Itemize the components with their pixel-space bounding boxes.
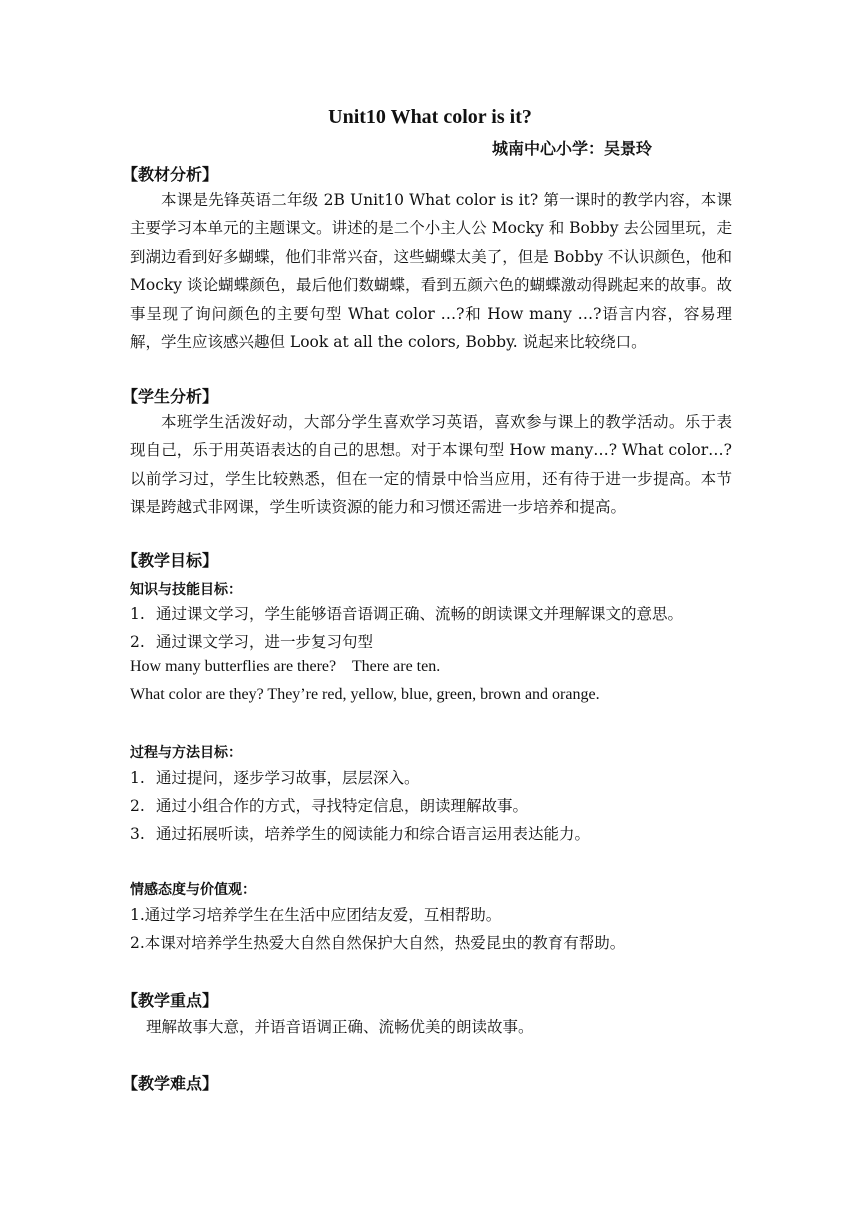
student-analysis-paragraph: 本班学生活泼好动，大部分学生喜欢学习英语，喜欢参与课上的教学活动。乐于表现自己，乐于用英语表达的自己的思想。对于本课句型 How many…? What color…? 以前学习过，学生比较熟悉，但在一定的情景中恰当应用，还有待于进一步提高。本节课是跨越式非网课，学生听读资源的能力和习惯还需进一步培养和提高。 xyxy=(130,413,732,517)
author-line: 城南中心小学：吴景玲 xyxy=(492,139,653,158)
material-analysis-paragraph: 本课是先锋英语二年级 2B Unit10 What color is it? 第一课时的教学内容，本课主要学习本单元的主题课文。讲述的是二个小主人公 Mocky 和 Bobby 去公园里玩，走到湖边看到好多蝴蝶，他们非常兴奋，这些蝴蝶太美了，但是 Bobby 不认识颜色，他和 Mocky 谈论蝴蝶颜色，最后他们数蝴蝶，看到五颜六色的蝴蝶激动得跳起来的故事。故事呈现了询问颜色的主要句型 What color …?和 How many …?语言内容，容易理解，学生应该感兴趣但 Look at all the colors, Bobby. 说起来比较绕口。 xyxy=(130,191,732,352)
list-item-text: 通过提问，逐步学习故事，层层深入。 xyxy=(156,769,420,787)
emotion-values-label: 情感态度与价值观： xyxy=(130,882,256,898)
knowledge-item-1 xyxy=(130,602,683,624)
sentence-pattern-1: How many butterflies are there? There are ten. xyxy=(130,658,441,675)
list-item-text: 通过小组合作的方式，寻找特定信息，朗读理解故事。 xyxy=(156,797,529,815)
emotion-item-2: 2.本课对培养学生热爱大自然自然保护大自然，热爱昆虫的教育有帮助。 xyxy=(130,934,626,952)
heading-teaching-focus: 【教学重点】 xyxy=(122,991,219,1010)
process-method-label: 过程与方法目标： xyxy=(130,745,242,761)
list-item-text: 通过拓展听读，培养学生的阅读能力和综合语言运用表达能力。 xyxy=(156,825,591,843)
process-item-3 xyxy=(130,822,590,844)
list-number: 3. xyxy=(130,825,145,843)
heading-teaching-difficulty: 【教学难点】 xyxy=(122,1074,219,1093)
knowledge-skills-label: 知识与技能目标： xyxy=(130,582,242,598)
list-number: 1. xyxy=(130,605,145,623)
list-number: 2. xyxy=(130,797,145,815)
list-number: 1. xyxy=(130,769,145,787)
list-item-text: 通过课文学习，学生能够语音语调正确、流畅的朗读课文并理解课文的意思。 xyxy=(156,605,684,623)
list-item-text: 通过课文学习，进一步复习句型 xyxy=(156,633,374,651)
heading-student-analysis: 【学生分析】 xyxy=(122,387,219,406)
emotion-item-1: 1.通过学习培养学生在生活中应团结友爱，互相帮助。 xyxy=(130,906,502,924)
teaching-focus-text: 理解故事大意，并语音语调正确、流畅优美的朗读故事。 xyxy=(146,1018,534,1036)
knowledge-item-2 xyxy=(130,630,373,652)
heading-teaching-goals: 【教学目标】 xyxy=(122,551,219,570)
sentence-pattern-2: What color are they? They’re red, yellow, blue, green, brown and orange. xyxy=(130,686,600,703)
heading-material-analysis: 【教材分析】 xyxy=(122,165,219,184)
process-item-2 xyxy=(130,794,528,816)
document-title: Unit10 What color is it? xyxy=(328,106,532,128)
list-number: 2. xyxy=(130,633,145,651)
process-item-1 xyxy=(130,766,420,788)
